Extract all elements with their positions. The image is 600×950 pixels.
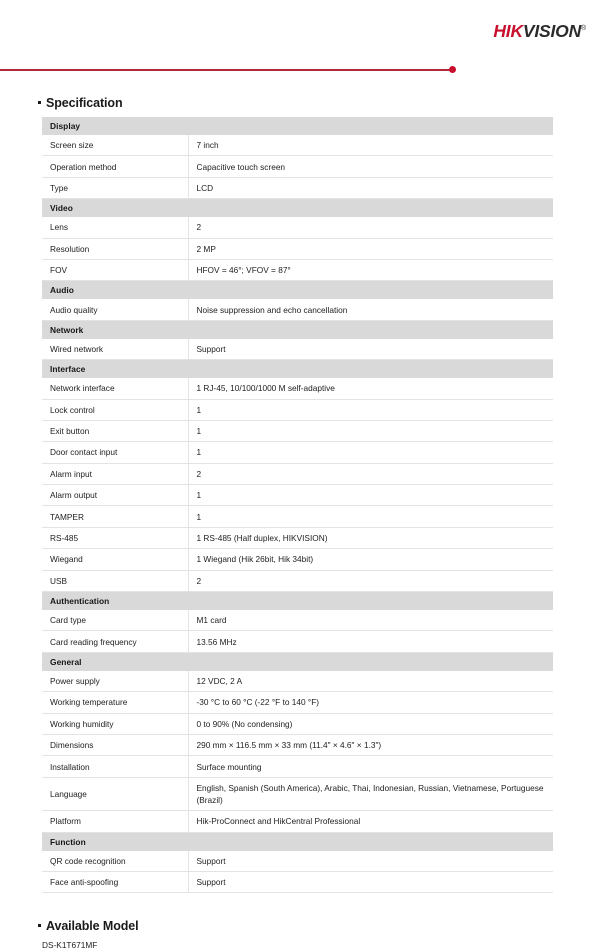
spec-row-value: Support <box>188 851 553 872</box>
table-row <box>42 217 553 238</box>
spec-row-label: RS-485 <box>42 527 188 548</box>
table-row <box>42 631 553 652</box>
spec-row-value: -30 °C to 60 °C (-22 °F to 140 °F) <box>188 692 553 713</box>
logo-trademark-icon: ® <box>581 25 586 33</box>
spec-row-value: Hik-ProConnect and HikCentral Professional <box>188 811 553 832</box>
spec-row-value: Support <box>188 339 553 360</box>
spec-group-label: Video <box>42 199 553 218</box>
spec-group-label: Function <box>42 832 553 851</box>
table-row <box>42 610 553 631</box>
table-row <box>42 420 553 441</box>
spec-row-value: English, Spanish (South America), Arabic, Thai, Indonesian, Russian, Vietnamese, Portuguese (Brazil) <box>188 777 553 810</box>
model-list <box>42 940 600 950</box>
header-rule-dot-icon <box>449 66 456 73</box>
spec-row-value: Noise suppression and echo cancellation <box>188 299 553 320</box>
spec-row-label: QR code recognition <box>42 851 188 872</box>
spec-row-label: Power supply <box>42 671 188 692</box>
table-row <box>42 671 553 692</box>
spec-row-label: Card reading frequency <box>42 631 188 652</box>
hikvision-logo <box>493 23 586 41</box>
spec-row-label: Door contact input <box>42 442 188 463</box>
spec-row-label: Card type <box>42 610 188 631</box>
spec-row-label: Working temperature <box>42 692 188 713</box>
spec-row-value: Surface mounting <box>188 756 553 777</box>
table-row <box>42 756 553 777</box>
square-bullet-icon <box>38 101 41 104</box>
spec-row-label: Lock control <box>42 399 188 420</box>
spec-group-header <box>42 281 553 300</box>
spec-group-header <box>42 592 553 611</box>
spec-group-label: Interface <box>42 360 553 379</box>
spec-group-header <box>42 832 553 851</box>
spec-row-value: LCD <box>188 177 553 198</box>
spec-row-value: 1 Wiegand (Hik 26bit, Hik 34bit) <box>188 549 553 570</box>
table-row <box>42 692 553 713</box>
spec-row-label: Working humidity <box>42 713 188 734</box>
spec-row-label: USB <box>42 570 188 591</box>
spec-row-value: 1 <box>188 485 553 506</box>
square-bullet-icon <box>38 924 41 927</box>
table-row <box>42 777 553 810</box>
table-row <box>42 506 553 527</box>
spec-row-label: Dimensions <box>42 734 188 755</box>
model-name: DS-K1T671MF <box>42 940 98 950</box>
spec-row-value: 2 <box>188 217 553 238</box>
spec-row-value: 7 inch <box>188 135 553 156</box>
table-row <box>42 135 553 156</box>
spec-row-label: Lens <box>42 217 188 238</box>
spec-row-value: 1 RS-485 (Half duplex, HIKVISION) <box>188 527 553 548</box>
spec-row-value: 1 RJ-45, 10/100/1000 M self-adaptive <box>188 378 553 399</box>
table-row <box>42 442 553 463</box>
spec-row-label: Exit button <box>42 420 188 441</box>
page-header <box>0 0 600 70</box>
spec-group-label: Authentication <box>42 592 553 611</box>
specification-table <box>42 117 553 893</box>
spec-row-value: 1 <box>188 506 553 527</box>
table-row <box>42 339 553 360</box>
spec-row-label: Alarm output <box>42 485 188 506</box>
spec-row-value: 0 to 90% (No condensing) <box>188 713 553 734</box>
spec-group-header <box>42 199 553 218</box>
table-row <box>42 485 553 506</box>
table-row <box>42 851 553 872</box>
spec-row-label: Network interface <box>42 378 188 399</box>
spec-row-value: 2 MP <box>188 238 553 259</box>
spec-row-value: 1 <box>188 399 553 420</box>
table-row <box>42 399 553 420</box>
spec-group-header <box>42 320 553 339</box>
table-row <box>42 463 553 484</box>
spec-row-value: 2 <box>188 570 553 591</box>
spec-row-value: 290 mm × 116.5 mm × 33 mm (11.4" × 4.6" × 1.3") <box>188 734 553 755</box>
spec-row-value: 2 <box>188 463 553 484</box>
available-model-heading-label: Available Model <box>46 919 139 934</box>
spec-group-label: Audio <box>42 281 553 300</box>
spec-row-value: Capacitive touch screen <box>188 156 553 177</box>
table-row <box>42 734 553 755</box>
spec-row-value: M1 card <box>188 610 553 631</box>
header-rule-line <box>0 69 452 71</box>
spec-row-label: Installation <box>42 756 188 777</box>
spec-row-value: 1 <box>188 442 553 463</box>
table-row <box>42 177 553 198</box>
spec-group-header <box>42 117 553 135</box>
available-model-heading <box>38 919 600 933</box>
table-row <box>42 299 553 320</box>
spec-group-header <box>42 652 553 671</box>
table-row <box>42 713 553 734</box>
spec-row-label: Face anti-spoofing <box>42 871 188 892</box>
table-row <box>42 570 553 591</box>
spec-row-value: Support <box>188 871 553 892</box>
spec-row-label: Wiegand <box>42 549 188 570</box>
spec-group-label: General <box>42 652 553 671</box>
logo-hik-text: HIK <box>493 21 523 41</box>
page-content <box>0 96 600 950</box>
table-row <box>42 549 553 570</box>
spec-row-label: TAMPER <box>42 506 188 527</box>
spec-row-label: Platform <box>42 811 188 832</box>
table-row <box>42 527 553 548</box>
table-row <box>42 378 553 399</box>
table-row <box>42 156 553 177</box>
spec-group-header <box>42 360 553 379</box>
spec-row-value: HFOV = 46°; VFOV = 87° <box>188 259 553 280</box>
table-row <box>42 871 553 892</box>
spec-row-label: Screen size <box>42 135 188 156</box>
spec-row-label: Language <box>42 777 188 810</box>
table-row <box>42 259 553 280</box>
table-row <box>42 238 553 259</box>
header-divider <box>0 66 600 76</box>
spec-row-label: Operation method <box>42 156 188 177</box>
specification-heading-label: Specification <box>46 96 123 110</box>
spec-row-value: 12 VDC, 2 A <box>188 671 553 692</box>
spec-row-value: 1 <box>188 420 553 441</box>
spec-row-label: FOV <box>42 259 188 280</box>
table-row <box>42 811 553 832</box>
spec-row-label: Alarm input <box>42 463 188 484</box>
spec-row-value: 13.56 MHz <box>188 631 553 652</box>
spec-group-label: Network <box>42 320 553 339</box>
spec-row-label: Type <box>42 177 188 198</box>
logo-vision-text: VISION <box>522 21 582 41</box>
spec-group-label: Display <box>42 117 553 135</box>
specification-heading <box>38 96 600 110</box>
spec-row-label: Wired network <box>42 339 188 360</box>
spec-row-label: Resolution <box>42 238 188 259</box>
spec-row-label: Audio quality <box>42 299 188 320</box>
